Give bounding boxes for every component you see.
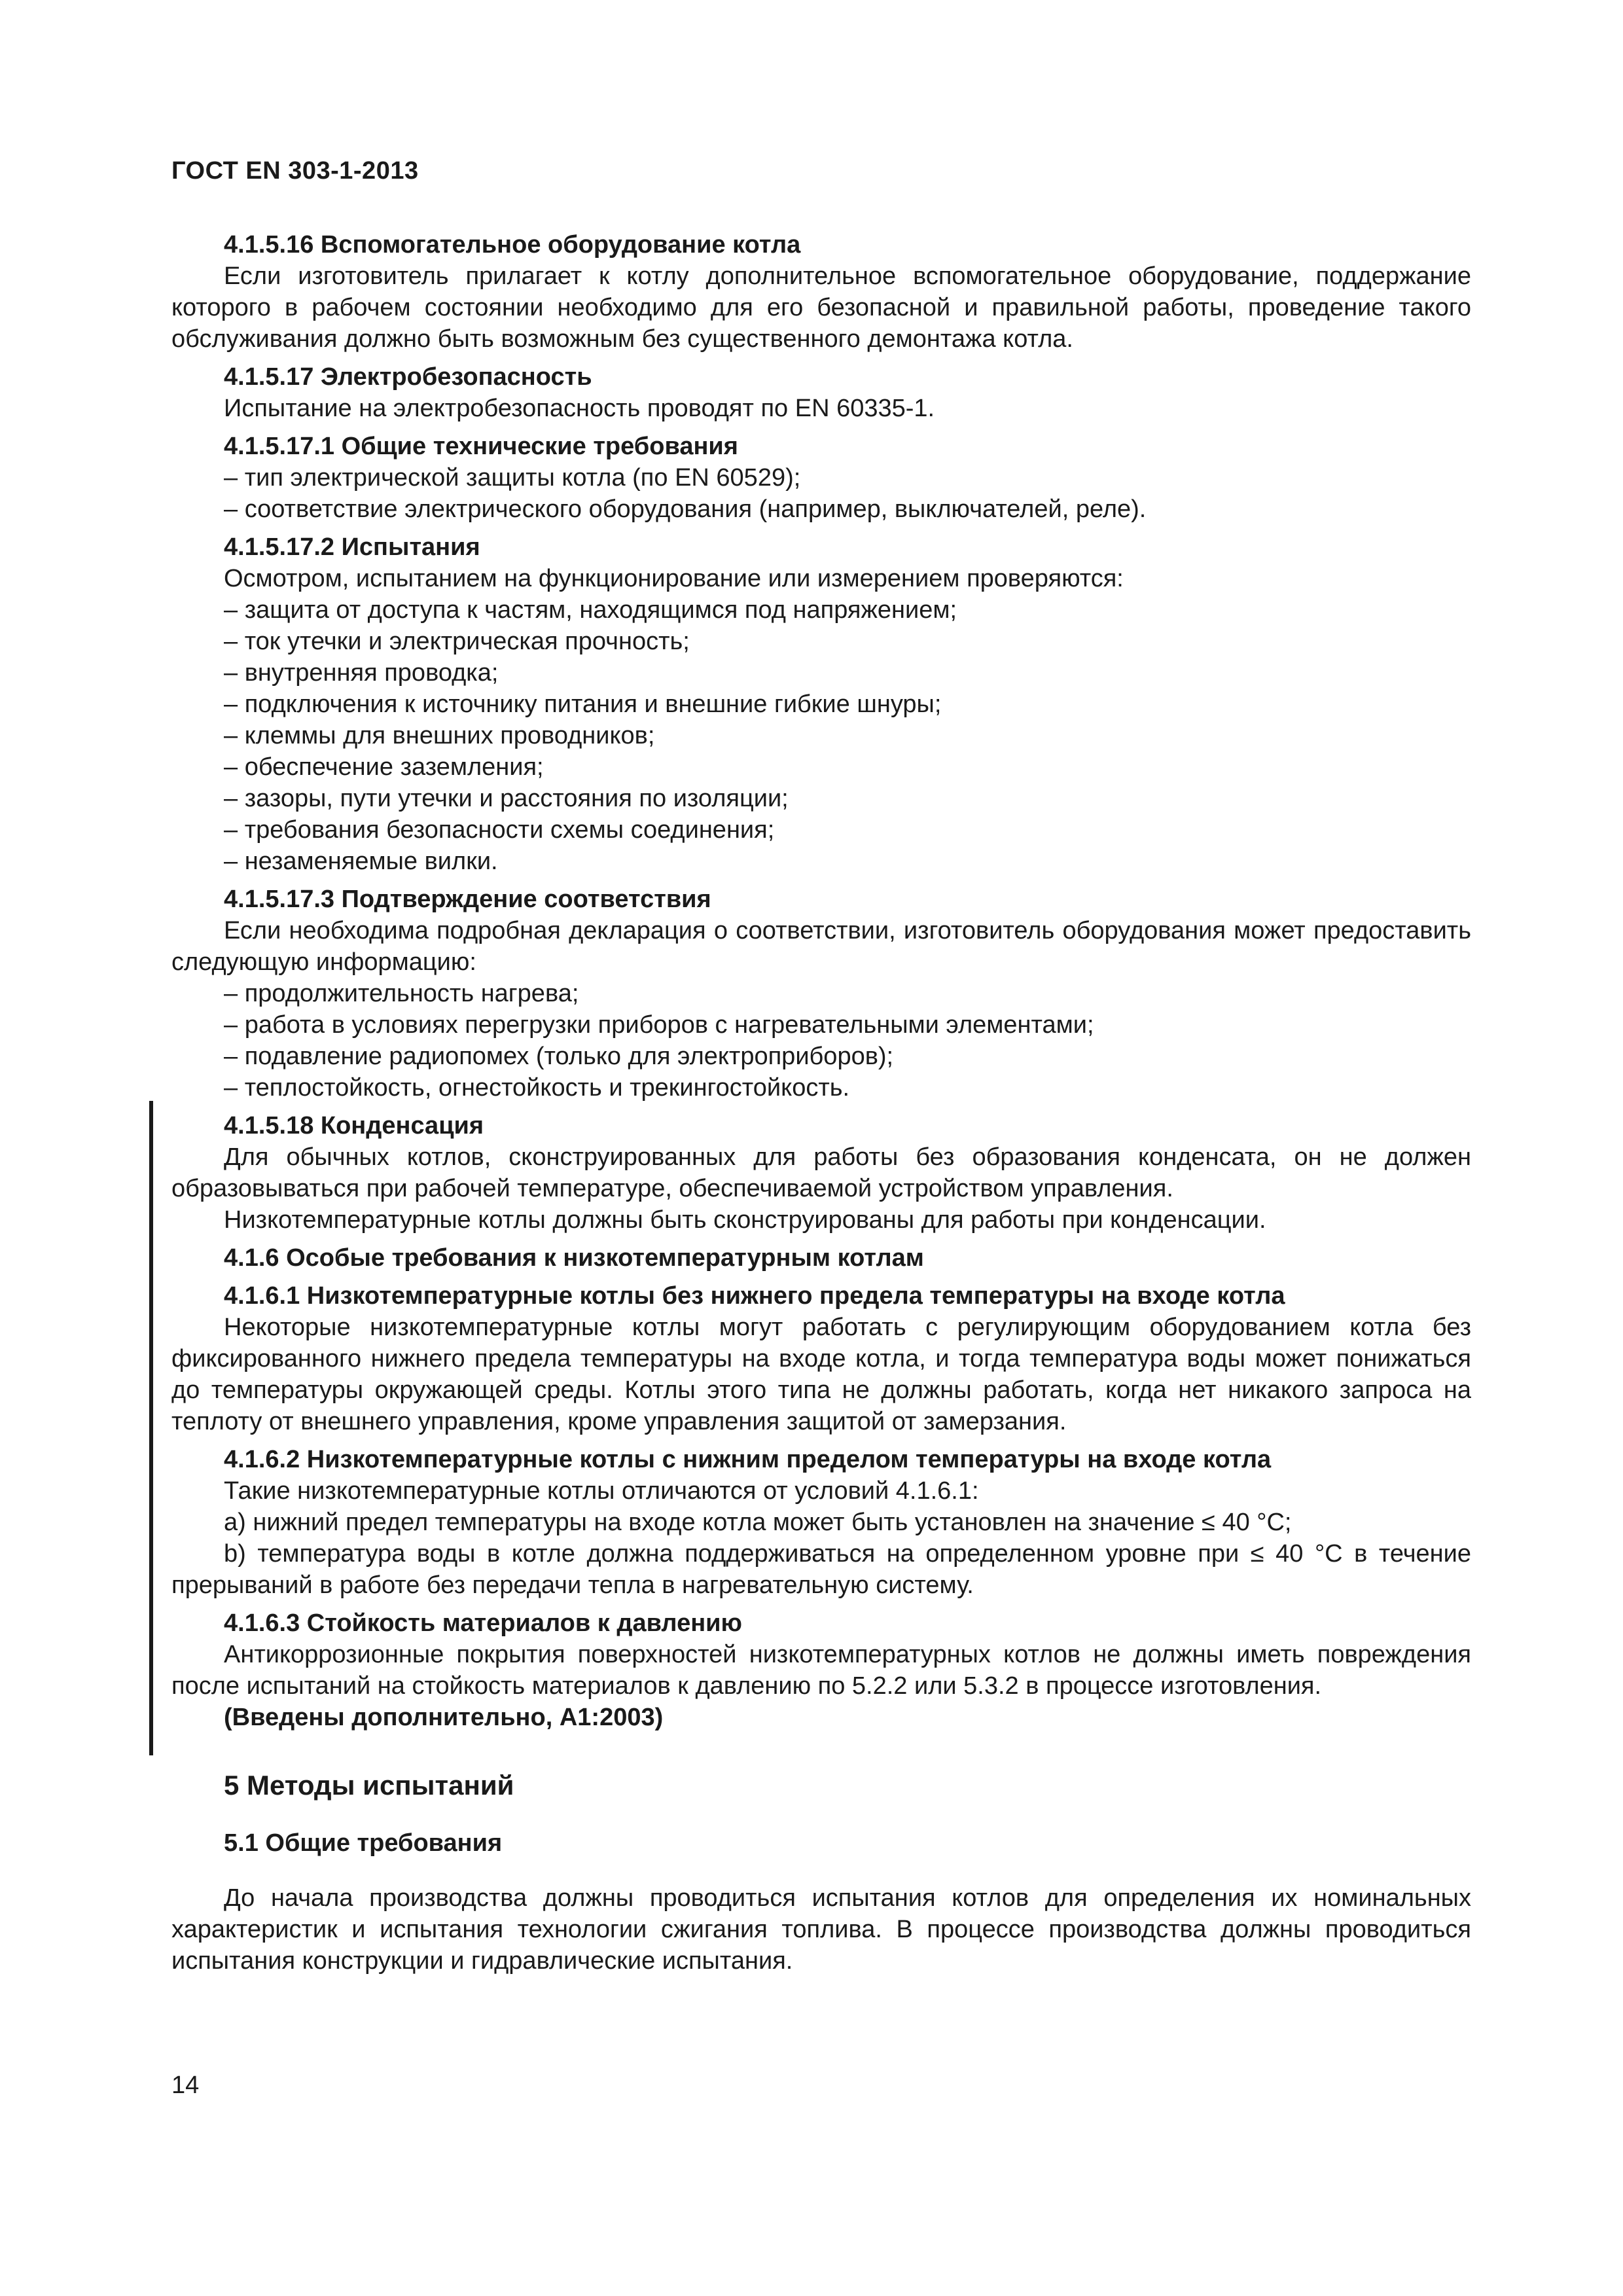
- list-item: – защита от доступа к частям, находящимся под напряжением;: [224, 596, 957, 624]
- section-heading: 4.1.6.1 Низкотемпературные котлы без нижнего предела температуры на входе котла: [224, 1282, 1285, 1310]
- change-marker-bar: [149, 1101, 153, 1755]
- paragraph: Испытание на электробезопасность проводят по EN 60335-1.: [224, 395, 935, 422]
- document-body: [171, 229, 1471, 1977]
- paragraph: Некоторые низкотемпературные котлы могут работать с регулирующим оборудованием котла без фиксированного нижнего предела температуры на входе котла, и тогда температура воды может понижаться до температуры окружающей среды. Котлы этого типа не должны работать, когда нет никакого запроса на теплоту от внешнего управления, кроме управления защитой от замерзания.: [171, 1314, 1471, 1435]
- section-heading: 4.1.6.2 Низкотемпературные котлы с нижним пределом температуры на входе котла: [224, 1446, 1272, 1473]
- paragraph: Осмотром, испытанием на функционирование или измерением проверяются:: [224, 565, 1124, 592]
- list-item: – продолжительность нагрева;: [224, 980, 579, 1007]
- paragraph: Антикоррозионные покрытия поверхностей низкотемпературных котлов не должны иметь повреждения после испытаний на стойкость материалов к давлению по 5.2.2 или 5.3.2 в процессе изготовления.: [171, 1641, 1471, 1700]
- document-header: ГОСТ EN 303-1-2013: [171, 157, 419, 185]
- list-item: – теплостойкость, огнестойкость и трекингостойкость.: [224, 1074, 850, 1102]
- section-heading: 4.1.5.17 Электробезопасность: [224, 363, 592, 391]
- list-item: а) нижний предел температуры на входе котла может быть установлен на значение ≤ 40 °С;: [224, 1509, 1292, 1536]
- list-item: – обеспечение заземления;: [224, 753, 544, 781]
- paragraph: Для обычных котлов, сконструированных для работы без образования конденсата, он не должен образовываться при рабочей температуре, обеспечиваемой устройством управления.: [171, 1143, 1471, 1202]
- list-item: – незаменяемые вилки.: [224, 848, 498, 875]
- section-heading: 4.1.5.18 Конденсация: [224, 1112, 484, 1139]
- paragraph: До начала производства должны проводиться испытания котлов для определения их номинальных характеристик и испытания технологии сжигания топлива. В процессе производства должны проводиться испытания конструкции и гидравлические испытания.: [171, 1884, 1471, 1975]
- list-item: – зазоры, пути утечки и расстояния по изоляции;: [224, 785, 789, 812]
- list-item: – внутренняя проводка;: [224, 659, 499, 687]
- paragraph: Такие низкотемпературные котлы отличаются от условий 4.1.6.1:: [224, 1477, 979, 1505]
- paragraph: Если необходима подробная декларация о соответствии, изготовитель оборудования может предоставить следующую информацию:: [171, 917, 1471, 976]
- page-number: 14: [171, 2072, 200, 2099]
- list-item: – работа в условиях перегрузки приборов с нагревательными элементами;: [224, 1011, 1094, 1039]
- list-item: – подавление радиопомех (только для электроприборов);: [224, 1043, 894, 1070]
- section-heading: 4.1.6 Особые требования к низкотемпературным котлам: [224, 1244, 924, 1272]
- list-item: – клеммы для внешних проводников;: [224, 722, 655, 749]
- chapter-heading: 5 Методы испытаний: [224, 1770, 514, 1801]
- section-heading: 4.1.5.17.3 Подтверждение соответствия: [224, 886, 711, 913]
- amendment-note: (Введены дополнительно, А1:2003): [224, 1704, 664, 1731]
- section-heading: 4.1.6.3 Стойкость материалов к давлению: [224, 1609, 742, 1637]
- paragraph: Если изготовитель прилагает к котлу дополнительное вспомогательное оборудование, поддержание которого в рабочем состоянии необходимо для его безопасной и правильной работы, проведение такого обслуживания должно быть возможным без существенного демонтажа котла.: [171, 262, 1471, 353]
- list-item: – требования безопасности схемы соединения;: [224, 816, 775, 844]
- list-item: b) температура воды в котле должна поддерживаться на определенном уровне при ≤ 40 °С в течение прерываний в работе без передачи тепла в нагревательную систему.: [171, 1540, 1471, 1599]
- list-item: – подключения к источнику питания и внешние гибкие шнуры;: [224, 691, 942, 718]
- list-item: – тип электрической защиты котла (по EN 60529);: [224, 464, 801, 492]
- section-heading: 4.1.5.17.1 Общие технические требования: [224, 433, 738, 460]
- section-heading: 5.1 Общие требования: [224, 1829, 503, 1857]
- section-heading: 4.1.5.17.2 Испытания: [224, 533, 480, 561]
- section-heading: 4.1.5.16 Вспомогательное оборудование котла: [224, 231, 801, 259]
- paragraph: Низкотемпературные котлы должны быть сконструированы для работы при конденсации.: [224, 1206, 1266, 1234]
- list-item: – ток утечки и электрическая прочность;: [224, 628, 690, 655]
- list-item: – соответствие электрического оборудования (например, выключателей, реле).: [224, 495, 1147, 523]
